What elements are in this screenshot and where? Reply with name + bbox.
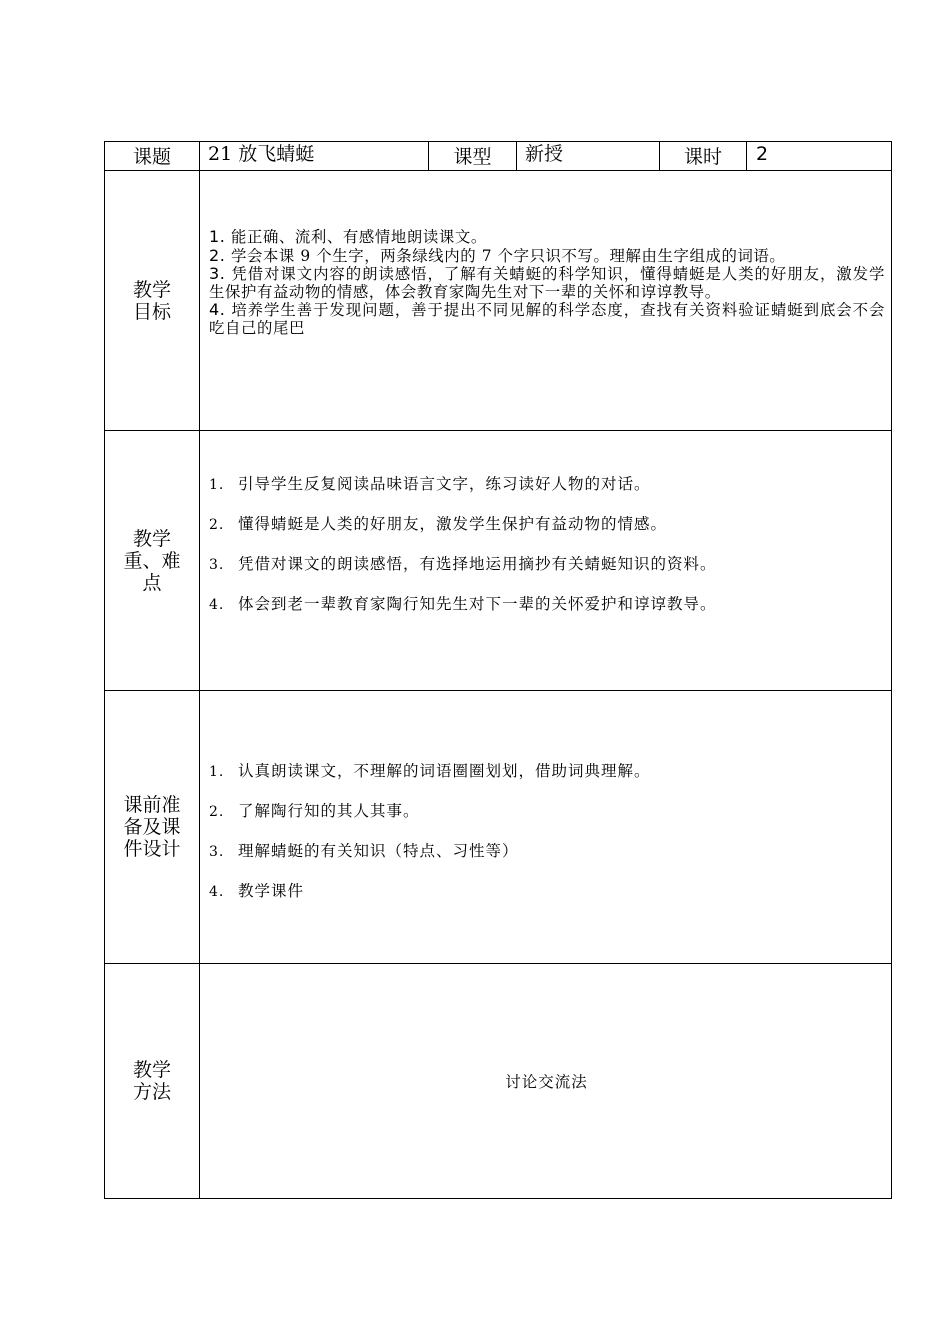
goal-item [209,265,885,301]
prep-row [105,691,892,964]
method-value: 讨论交流法 [200,964,892,1199]
prep-item-text: 教学课件 [238,882,305,900]
prep-item-number: 3. [209,844,225,860]
prep-item-text: 认真朗读课文，不理解的词语圈圈划划，借助词典理解。 [238,762,651,780]
focus-content [200,431,892,691]
prep-item-text: 理解蜻蜓的有关知识（特点、习性等） [238,842,519,860]
goal-item [209,228,885,247]
focus-item-number: 1. [209,477,225,493]
prep-label-line: 备及课 [123,816,181,838]
method-label [105,964,200,1199]
prep-item-number: 1. [209,764,225,780]
prep-item [209,800,891,840]
goals-label [105,171,200,431]
prep-item-number: 4. [209,884,225,900]
goal-item [209,301,885,337]
focus-item-number: 2. [209,517,225,533]
focus-item-text: 凭借对课文的朗读感悟，有选择地运用摘抄有关蜻蜓知识的资料。 [238,555,717,573]
focus-item-text: 引导学生反复阅读品味语言文字，练习读好人物的对话。 [238,475,651,493]
goal-number: 1. [209,227,226,246]
focus-item [209,593,891,633]
prep-item [209,760,891,800]
prep-list [209,760,891,920]
prep-content [200,691,892,964]
focus-item-number: 4. [209,597,225,613]
goals-content [200,171,892,431]
topic-value: 21 放飞蜻蜓 [200,142,429,171]
goal-text: 凭借对课文内容的朗读感悟，了解有关蜻蜓的科学知识，懂得蜻蜓是人类的好朋友，激发学生保护有益动物的情感，体会教育家陶先生对下一辈的关怀和谆谆教导。 [209,265,885,301]
prep-label [105,691,200,964]
focus-list [209,473,891,633]
goal-number: 3. [209,264,226,283]
method-label-line: 方法 [132,1081,171,1103]
prep-item [209,880,891,920]
period-label: 课时 [660,142,747,171]
prep-label-line: 件设计 [123,838,181,860]
focus-item-text: 懂得蜻蜓是人类的好朋友，激发学生保护有益动物的情感。 [238,515,668,533]
goal-number: 2. [209,245,226,265]
lesson-type-value: 新授 [517,142,660,171]
focus-label-line: 教学 [132,527,171,550]
focus-label-line: 点 [142,571,162,594]
topic-label: 课题 [105,142,200,171]
goal-text: 培养学生善于发现问题，善于提出不同见解的科学态度，查找有关资料验证蜻蜓到底会不会吃自己的尾巴 [209,301,885,337]
header-row [105,142,892,171]
goal-text: 能正确、流利、有感情地朗读课文。 [225,228,487,246]
prep-label-line: 课前准 [123,794,181,816]
goal-number: 4. [209,300,226,319]
focus-item-text: 体会到老一辈教育家陶行知先生对下一辈的关怀爱护和谆谆教导。 [238,595,717,613]
goal-item [209,247,885,266]
prep-item [209,840,891,880]
lesson-plan-table [104,141,892,1199]
method-row [105,964,892,1199]
goals-row [105,171,892,431]
focus-label-line: 重、难 [123,549,181,572]
period-value: 2 [747,142,892,171]
prep-item-number: 2. [209,804,225,820]
focus-label [105,431,200,691]
focus-item [209,513,891,553]
method-label-line: 教学 [132,1059,171,1081]
goals-label-line: 目标 [132,300,171,323]
goals-label-line: 教学 [132,278,171,301]
focus-item-number: 3. [209,557,225,573]
lesson-type-label: 课型 [429,142,517,171]
focus-item [209,473,891,513]
focus-item [209,553,891,593]
prep-item-text: 了解陶行知的其人其事。 [238,802,420,820]
focus-row [105,431,892,691]
goal-text: 学会本课 9 个生字，两条绿线内的 7 个字只识不写。理解由生字组成的词语。 [225,246,786,265]
